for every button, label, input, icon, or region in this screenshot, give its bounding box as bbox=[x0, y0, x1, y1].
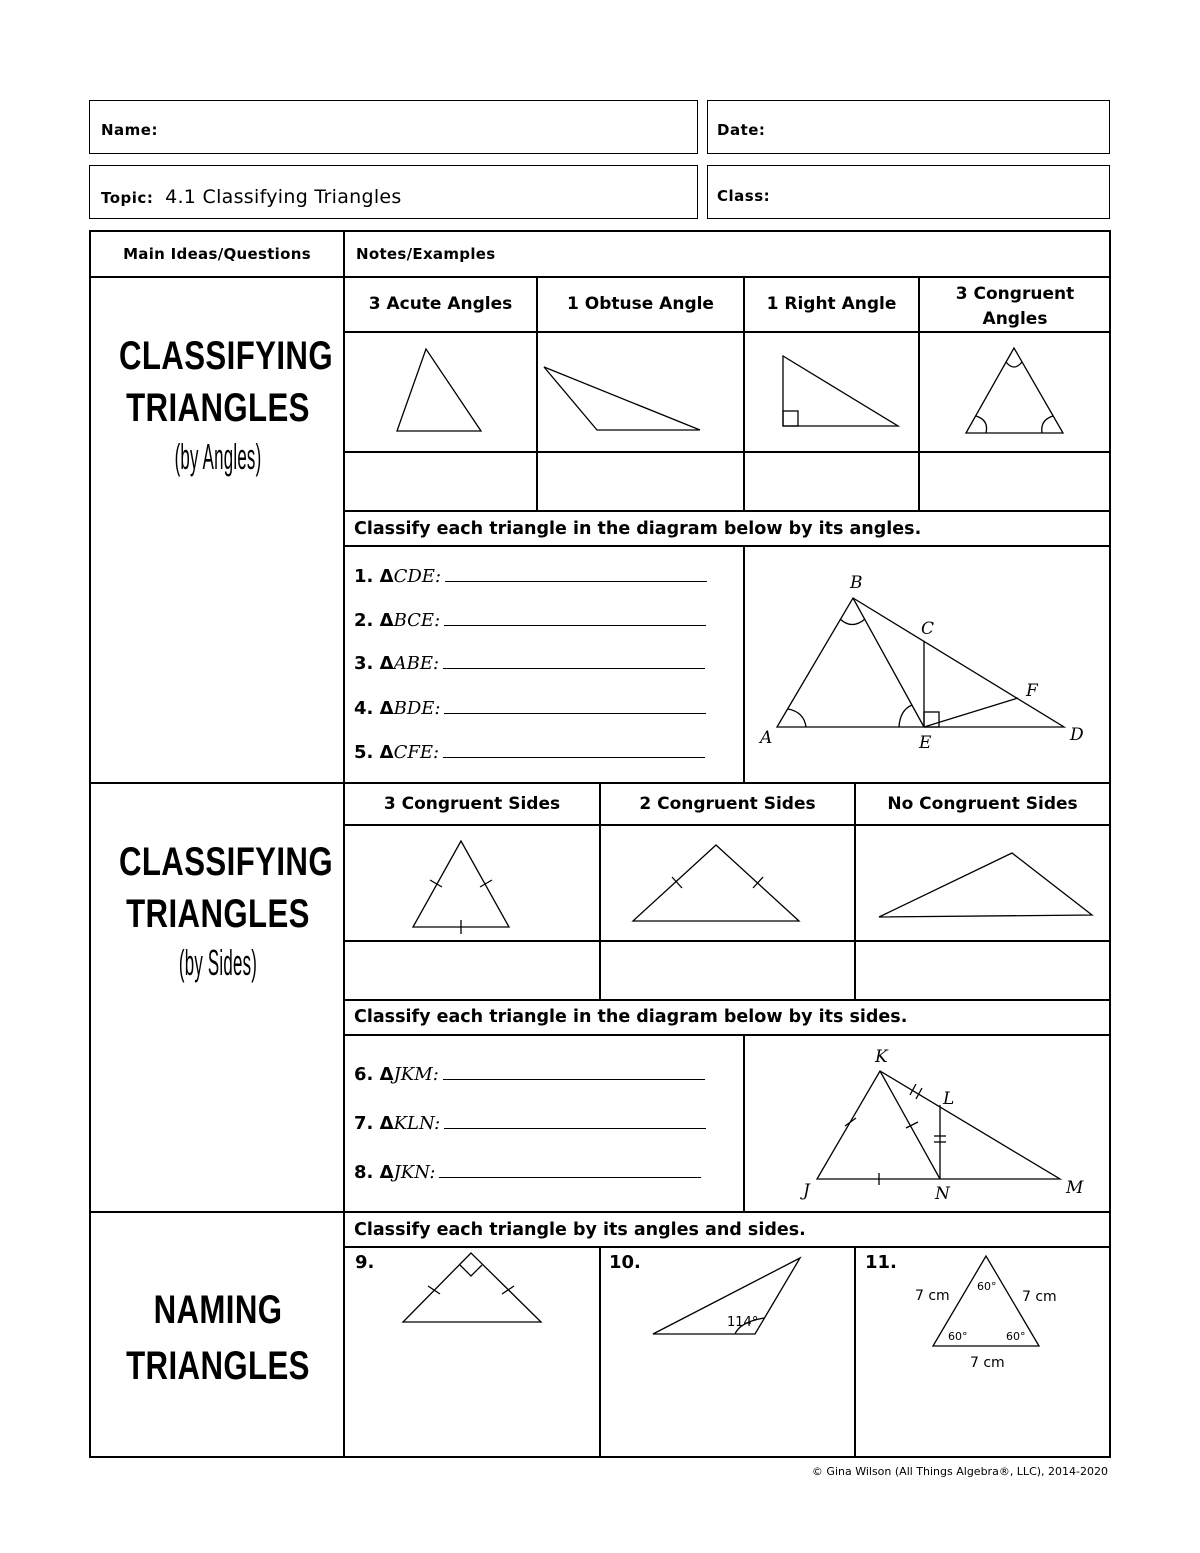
triangle-name: ΔBDE: bbox=[379, 698, 441, 719]
answer-blank[interactable] bbox=[443, 745, 705, 758]
col-notes-header: Notes/Examples bbox=[356, 245, 496, 263]
row-line bbox=[343, 824, 1109, 826]
row-line bbox=[343, 451, 1109, 453]
col-line bbox=[599, 1246, 601, 1456]
label-C: C bbox=[921, 619, 935, 639]
col-line bbox=[743, 1034, 745, 1211]
topic-label-text: Topic: bbox=[101, 189, 154, 207]
question-number: 6. bbox=[354, 1064, 374, 1085]
triangle-name: ΔJKM: bbox=[379, 1064, 439, 1085]
question-number: 1. bbox=[354, 566, 374, 587]
question-number: 7. bbox=[354, 1113, 374, 1134]
question-number: 2. bbox=[354, 610, 374, 631]
label-M: M bbox=[1066, 1178, 1084, 1198]
section-divider bbox=[91, 1211, 1109, 1213]
row-line bbox=[343, 1246, 1109, 1248]
sides-subtitle: (by Sides) bbox=[178, 942, 258, 983]
problem-10-number: 10. bbox=[609, 1252, 641, 1273]
triangle-letters: CDE bbox=[393, 566, 435, 587]
triangle-name: ΔBCE: bbox=[379, 610, 441, 631]
answer-blank[interactable] bbox=[444, 701, 706, 714]
naming-title-line1: NAMING bbox=[153, 1288, 283, 1332]
label-N: N bbox=[935, 1184, 950, 1204]
answer-blank[interactable] bbox=[439, 1165, 701, 1178]
side-label-bottom: 7 cm bbox=[970, 1355, 1005, 1371]
angles-title-line2: TRIANGLES bbox=[126, 386, 310, 430]
col-line bbox=[854, 1246, 856, 1456]
answer-blank[interactable] bbox=[443, 656, 705, 669]
answer-blank[interactable] bbox=[444, 613, 706, 626]
sides-title-line2: TRIANGLES bbox=[126, 892, 310, 936]
header-acute: 3 Acute Angles bbox=[368, 294, 513, 314]
col-line bbox=[743, 545, 745, 783]
class-label: Class: bbox=[717, 187, 771, 205]
question-5 bbox=[354, 742, 705, 763]
class-field[interactable] bbox=[707, 165, 1110, 219]
header-equilateral: 3 Congruent Sides bbox=[383, 794, 561, 814]
problem-9-number: 9. bbox=[355, 1252, 375, 1273]
copyright-footer: © Gina Wilson (All Things Algebra®, LLC), 2014-2020 bbox=[811, 1465, 1108, 1478]
triangle-letters: KLN bbox=[393, 1113, 435, 1134]
triangle-letters: BCE bbox=[393, 610, 435, 631]
row-line bbox=[91, 276, 1109, 278]
angles-subtitle: (by Angles) bbox=[174, 436, 262, 477]
angle-label-left: 60° bbox=[948, 1330, 968, 1343]
label-K: K bbox=[875, 1047, 888, 1067]
col-main-header: Main Ideas/Questions bbox=[123, 245, 311, 263]
side-label-right: 7 cm bbox=[1022, 1289, 1057, 1305]
question-3 bbox=[354, 653, 705, 674]
header-right: 1 Right Angle bbox=[766, 294, 897, 314]
answer-blank[interactable] bbox=[443, 1067, 705, 1080]
triangle-name: ΔCDE: bbox=[379, 566, 442, 587]
side-label-left: 7 cm bbox=[915, 1288, 950, 1304]
question-2 bbox=[354, 610, 706, 631]
triangle-letters: BDE bbox=[393, 698, 435, 719]
question-number: 4. bbox=[354, 698, 374, 719]
col-line bbox=[854, 782, 856, 1000]
label-A: A bbox=[760, 728, 773, 748]
row-line bbox=[343, 940, 1109, 942]
date-field[interactable] bbox=[707, 100, 1110, 154]
triangle-letters: ABE bbox=[393, 653, 433, 674]
angles-title bbox=[118, 330, 333, 480]
question-number: 5. bbox=[354, 742, 374, 763]
triangle-name: ΔABE: bbox=[379, 653, 440, 674]
angles-title-line1: CLASSIFYING bbox=[118, 334, 333, 378]
naming-title bbox=[119, 1282, 317, 1394]
angle-label-top: 60° bbox=[977, 1280, 997, 1293]
question-7 bbox=[354, 1113, 706, 1134]
question-number: 8. bbox=[354, 1162, 374, 1183]
triangle-name: ΔCFE: bbox=[379, 742, 440, 763]
col-line bbox=[599, 782, 601, 1000]
naming-title-line2: TRIANGLES bbox=[126, 1344, 310, 1388]
name-field[interactable] bbox=[89, 100, 698, 154]
row-line bbox=[343, 545, 1109, 547]
label-D: D bbox=[1070, 725, 1084, 745]
row-line bbox=[343, 1034, 1109, 1036]
naming-instruction: Classify each triangle by its angles and sides. bbox=[354, 1220, 806, 1240]
triangle-name: ΔKLN: bbox=[379, 1113, 441, 1134]
triangle-letters: JKM bbox=[393, 1064, 433, 1085]
label-L: L bbox=[943, 1089, 955, 1109]
triangle-name: ΔJKN: bbox=[379, 1162, 436, 1183]
notes-grid bbox=[89, 230, 1111, 1458]
header-obtuse: 1 Obtuse Angle bbox=[567, 294, 714, 314]
sides-title-line1: CLASSIFYING bbox=[118, 840, 333, 884]
question-8 bbox=[354, 1162, 701, 1183]
header-equiangular: 3 Congruent Angles bbox=[955, 284, 1075, 329]
answer-blank[interactable] bbox=[445, 569, 707, 582]
sides-title bbox=[118, 836, 333, 986]
triangle-letters: JKN bbox=[393, 1162, 430, 1183]
problem-11-number: 11. bbox=[865, 1252, 897, 1273]
row-line bbox=[343, 510, 1109, 512]
label-B: B bbox=[850, 573, 863, 593]
answer-blank[interactable] bbox=[444, 1116, 706, 1129]
topic-field bbox=[89, 165, 698, 219]
question-number: 3. bbox=[354, 653, 374, 674]
sides-instruction: Classify each triangle in the diagram below by its sides. bbox=[354, 1007, 908, 1027]
question-6 bbox=[354, 1064, 705, 1085]
question-1 bbox=[354, 566, 707, 587]
name-label: Name: bbox=[101, 121, 158, 139]
angles-instruction: Classify each triangle in the diagram below by its angles. bbox=[354, 519, 922, 539]
label-F: F bbox=[1026, 681, 1038, 701]
label-J: J bbox=[803, 1181, 810, 1201]
header-scalene: No Congruent Sides bbox=[887, 794, 1078, 814]
label-E: E bbox=[919, 733, 932, 753]
main-divider bbox=[343, 232, 345, 1456]
col-line bbox=[918, 276, 920, 510]
topic-label bbox=[101, 186, 402, 208]
row-line bbox=[343, 999, 1109, 1001]
triangle-letters: CFE bbox=[393, 742, 433, 763]
topic-value: 4.1 Classifying Triangles bbox=[165, 186, 402, 208]
date-label: Date: bbox=[717, 121, 766, 139]
header-isosceles: 2 Congruent Sides bbox=[639, 794, 816, 814]
angle-label-right: 60° bbox=[1006, 1330, 1026, 1343]
question-4 bbox=[354, 698, 706, 719]
angle-label-114: 114° bbox=[727, 1315, 759, 1330]
